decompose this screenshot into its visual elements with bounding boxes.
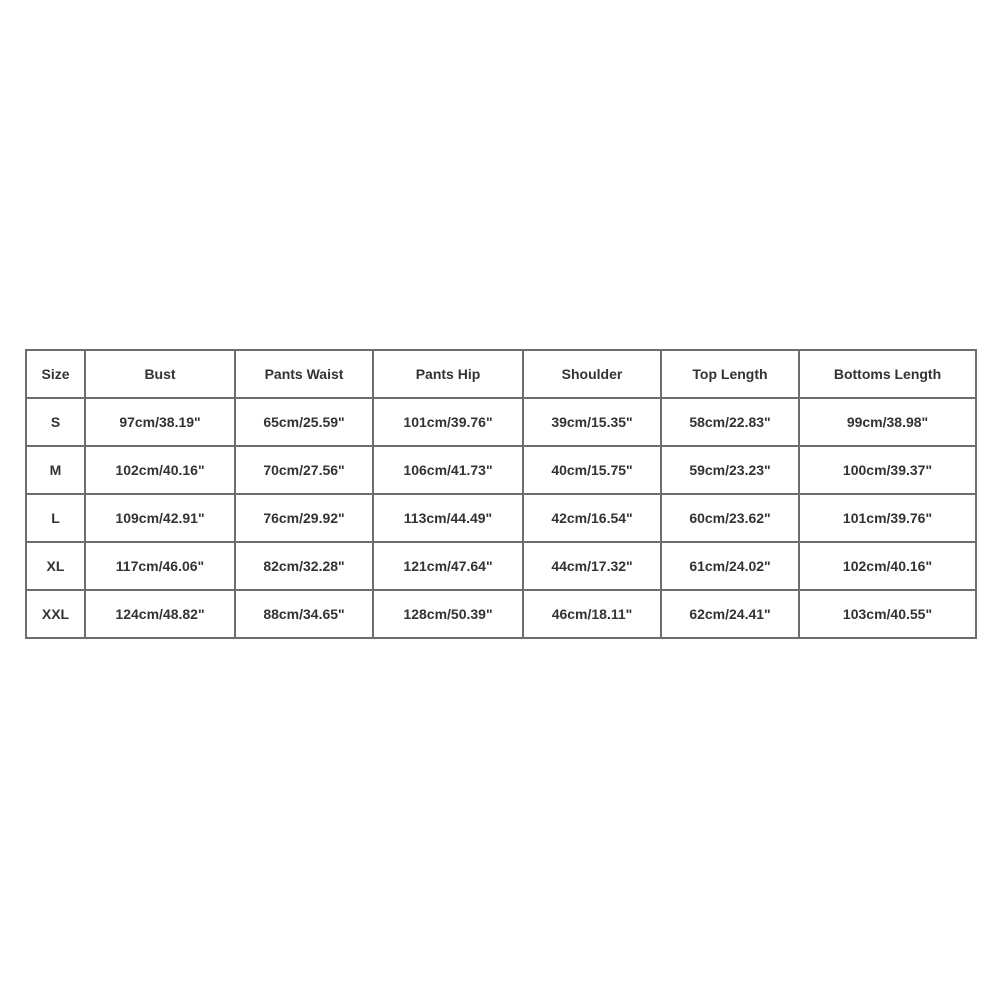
cell-bust: 97cm/38.19"	[85, 398, 235, 446]
cell-bottoms-length: 99cm/38.98"	[799, 398, 976, 446]
cell-bottoms-length: 102cm/40.16"	[799, 542, 976, 590]
cell-pants-hip: 121cm/47.64"	[373, 542, 523, 590]
header-row	[26, 350, 976, 398]
header-top-length: Top Length	[661, 350, 799, 398]
cell-pants-waist: 88cm/34.65"	[235, 590, 373, 638]
table-row	[26, 494, 976, 542]
cell-top-length: 58cm/22.83"	[661, 398, 799, 446]
cell-shoulder: 46cm/18.11"	[523, 590, 661, 638]
cell-bust: 109cm/42.91"	[85, 494, 235, 542]
cell-bottoms-length: 101cm/39.76"	[799, 494, 976, 542]
cell-pants-hip: 101cm/39.76"	[373, 398, 523, 446]
size-chart-table	[25, 349, 977, 639]
cell-pants-hip: 113cm/44.49"	[373, 494, 523, 542]
cell-shoulder: 44cm/17.32"	[523, 542, 661, 590]
header-pants-hip: Pants Hip	[373, 350, 523, 398]
table-row	[26, 446, 976, 494]
header-shoulder: Shoulder	[523, 350, 661, 398]
cell-shoulder: 40cm/15.75"	[523, 446, 661, 494]
cell-pants-hip: 106cm/41.73"	[373, 446, 523, 494]
header-bottoms-length: Bottoms Length	[799, 350, 976, 398]
cell-pants-waist: 76cm/29.92"	[235, 494, 373, 542]
cell-size: XL	[26, 542, 85, 590]
cell-shoulder: 39cm/15.35"	[523, 398, 661, 446]
cell-size: XXL	[26, 590, 85, 638]
cell-bust: 102cm/40.16"	[85, 446, 235, 494]
table-row	[26, 542, 976, 590]
table-row	[26, 590, 976, 638]
cell-size: S	[26, 398, 85, 446]
cell-bottoms-length: 103cm/40.55"	[799, 590, 976, 638]
cell-bottoms-length: 100cm/39.37"	[799, 446, 976, 494]
table-row	[26, 398, 976, 446]
cell-bust: 117cm/46.06"	[85, 542, 235, 590]
cell-pants-waist: 70cm/27.56"	[235, 446, 373, 494]
cell-shoulder: 42cm/16.54"	[523, 494, 661, 542]
header-pants-waist: Pants Waist	[235, 350, 373, 398]
header-bust: Bust	[85, 350, 235, 398]
cell-top-length: 60cm/23.62"	[661, 494, 799, 542]
cell-top-length: 62cm/24.41"	[661, 590, 799, 638]
cell-top-length: 61cm/24.02"	[661, 542, 799, 590]
cell-size: M	[26, 446, 85, 494]
cell-top-length: 59cm/23.23"	[661, 446, 799, 494]
cell-bust: 124cm/48.82"	[85, 590, 235, 638]
cell-pants-waist: 82cm/32.28"	[235, 542, 373, 590]
header-size: Size	[26, 350, 85, 398]
cell-size: L	[26, 494, 85, 542]
cell-pants-waist: 65cm/25.59"	[235, 398, 373, 446]
cell-pants-hip: 128cm/50.39"	[373, 590, 523, 638]
